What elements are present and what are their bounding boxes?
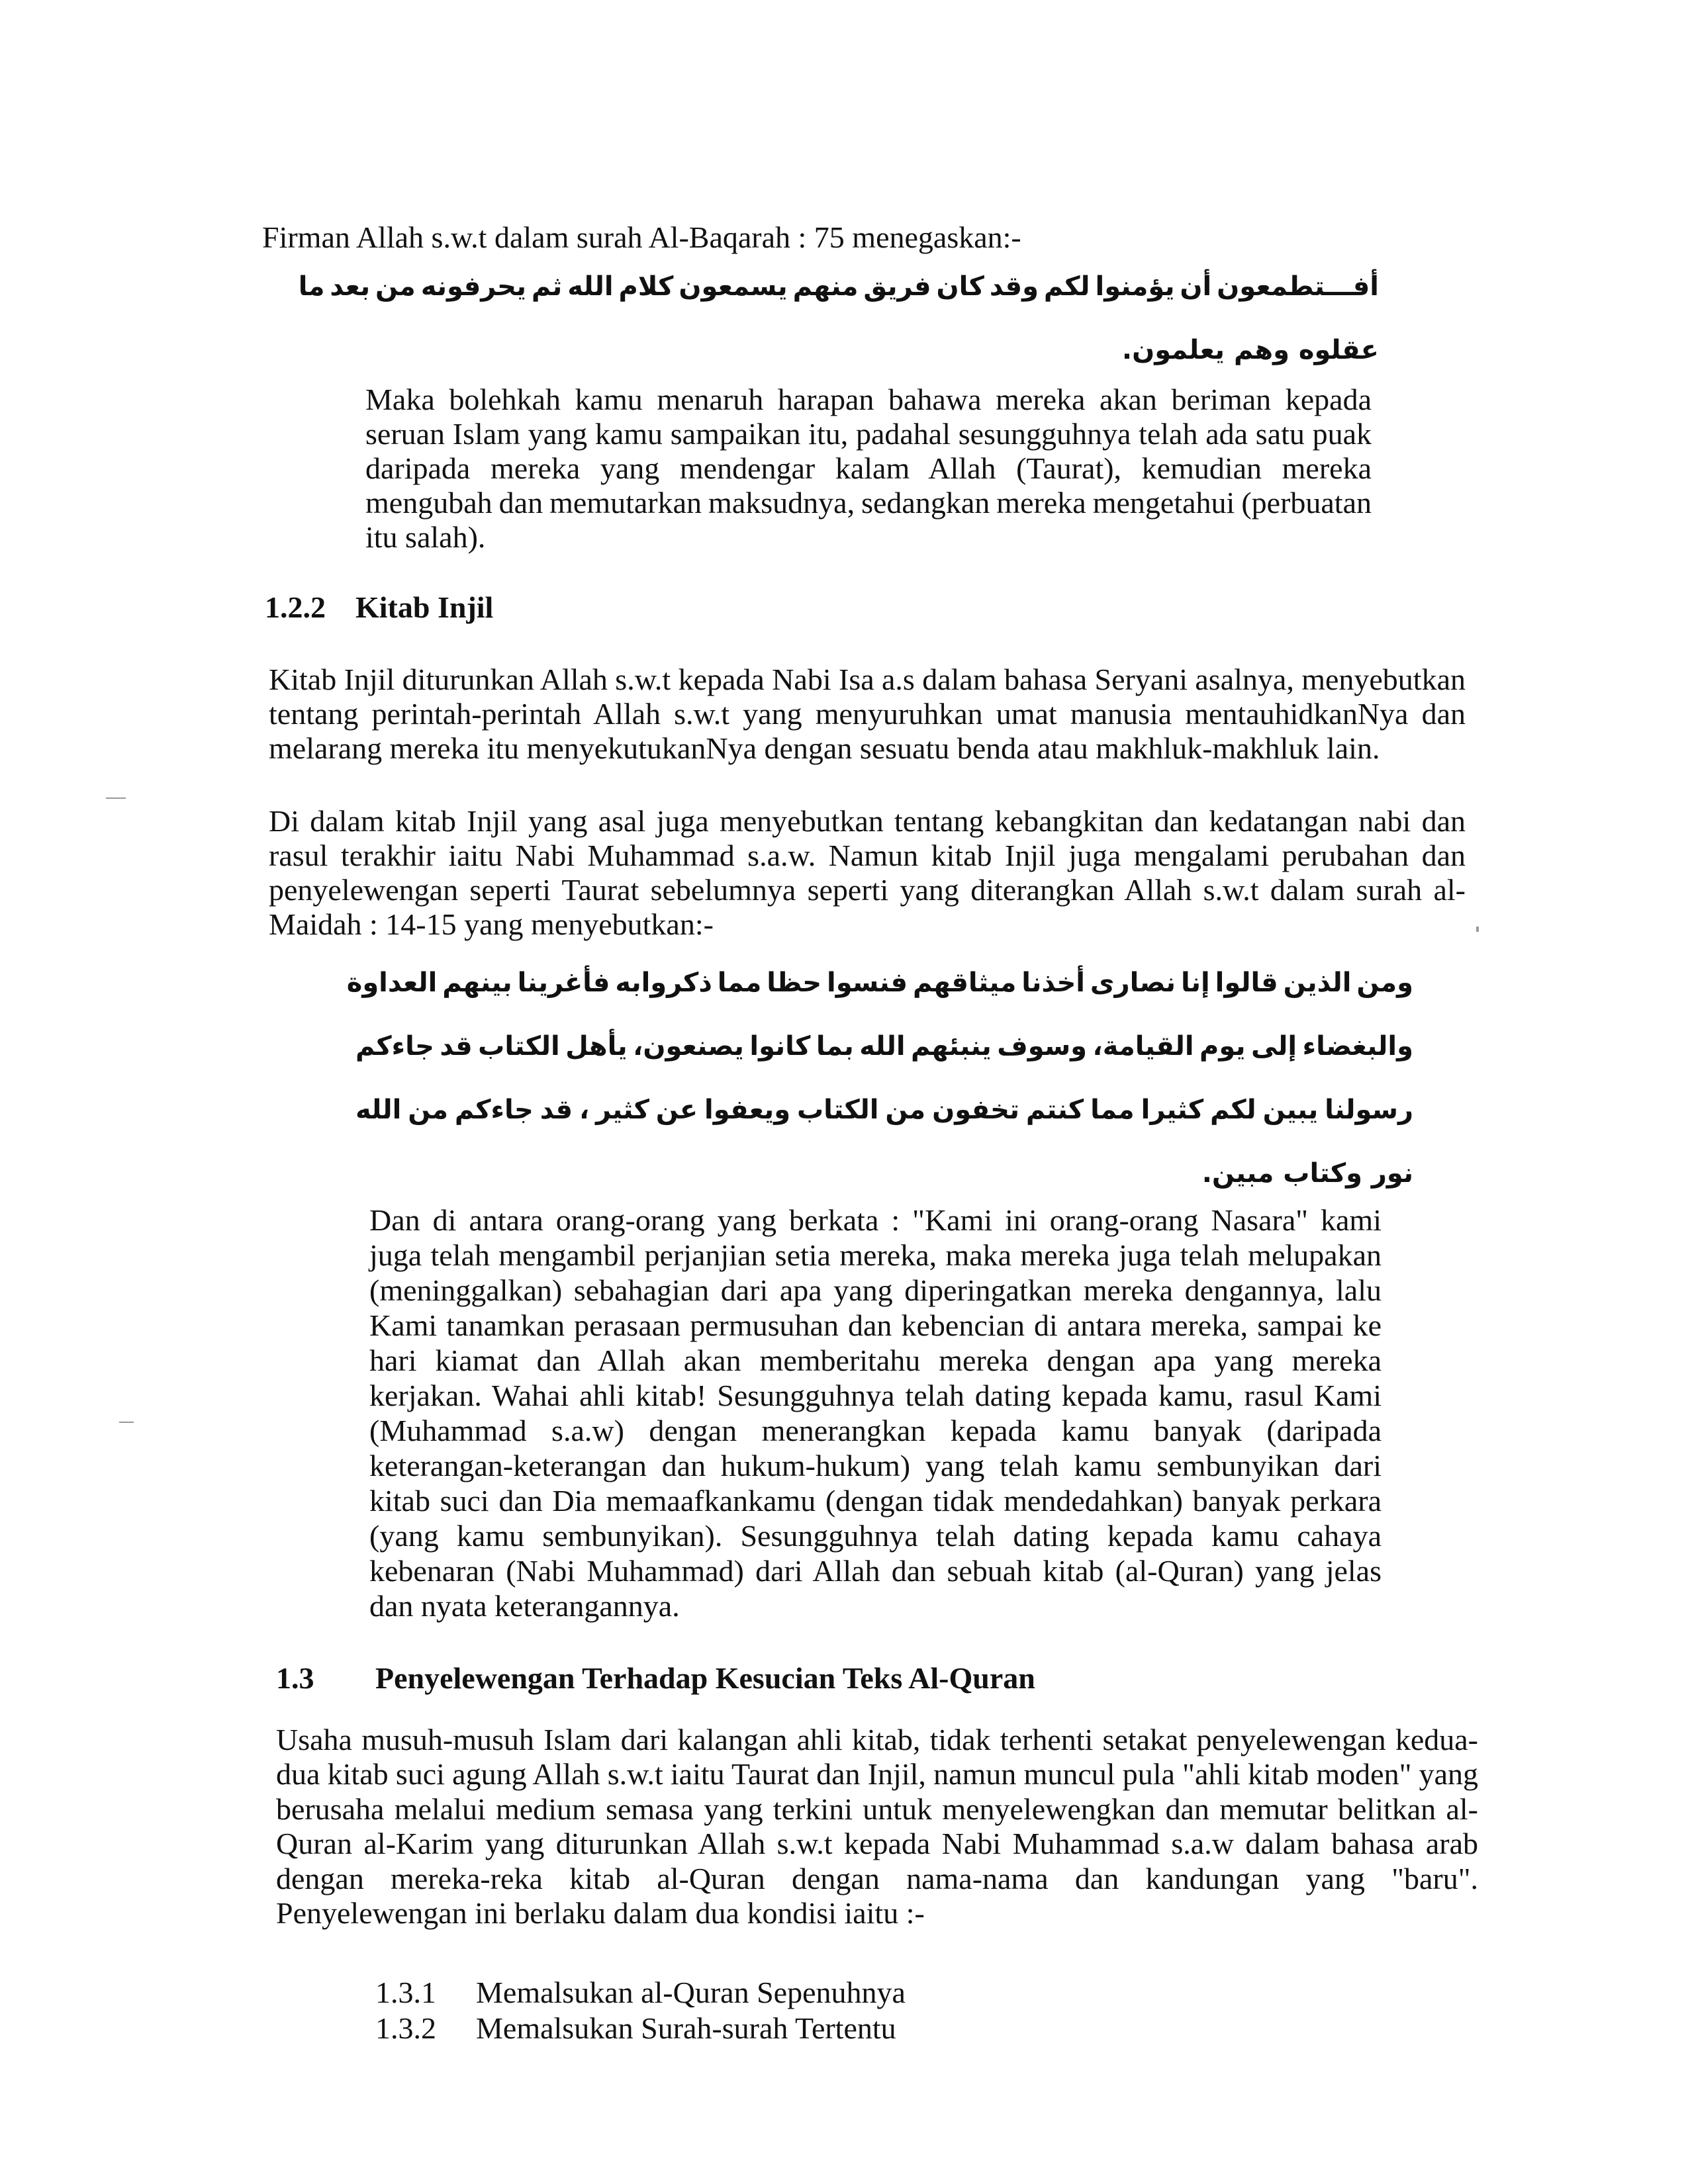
text-line-row xyxy=(269,839,1466,873)
text-line-row xyxy=(365,520,1372,555)
scan-mark xyxy=(119,1422,134,1423)
text-line: (Muhammad s.a.w) dengan menerangkan kepada kamu banyak (daripada xyxy=(369,1414,1382,1447)
text-line-row xyxy=(369,1553,1382,1588)
text-line-row xyxy=(346,951,1413,1015)
text-line-row xyxy=(369,1413,1382,1448)
text-line-row xyxy=(358,318,1379,382)
section-number-1-3: 1.3 xyxy=(276,1661,314,1695)
paragraph-injil-1 xyxy=(269,662,1466,766)
text-line-row xyxy=(369,1588,1382,1623)
text-line-row xyxy=(369,1448,1382,1483)
text-line: juga telah mengambil perjanjian setia mereka, maka mereka juga telah melupakan xyxy=(369,1238,1382,1272)
text-line-row xyxy=(269,662,1466,697)
subsection-number: 1.3.1 xyxy=(375,1976,436,2009)
text-line: Kami tanamkan perasaan permusuhan dan kebencian di antara mereka, sampai ke xyxy=(369,1308,1382,1342)
text-line: Dan di antara orang-orang yang berkata : "Kami ini orang-orang Nasara" kami xyxy=(369,1203,1382,1237)
text-line: dengan mereka-reka kitab al-Quran dengan nama-nama dan kandungan yang "baru". xyxy=(276,1861,1478,1895)
text-line: (yang kamu sembunyikan). Sesungguhnya telah dating kepada kamu cahaya xyxy=(369,1519,1382,1553)
text-line: melarang mereka itu menyekutukanNya dengan sesuatu benda atau makhluk-makhluk lain. xyxy=(269,731,1380,765)
text-line-row xyxy=(276,1827,1478,1861)
text-line-row xyxy=(269,804,1466,839)
text-line: Maidah : 14-15 yang menyebutkan:- xyxy=(269,907,714,941)
text-line-row xyxy=(269,907,1466,942)
paragraph-injil-2 xyxy=(269,804,1466,942)
section-title-kitab-injil: Kitab Injil xyxy=(355,590,494,624)
text-line-row xyxy=(276,1757,1478,1792)
text-line: Quran al-Karim yang diturunkan Allah s.w.t kepada Nabi Muhammad s.a.w dalam bahasa arab xyxy=(276,1827,1478,1861)
text-line: penyelewengan seperti Taurat sebelumnya seperti yang diterangkan Allah s.w.t dalam surah al- xyxy=(269,873,1466,907)
text-line: kebenaran (Nabi Muhammad) dari Allah dan sebuah kitab (al-Quran) yang jelas xyxy=(369,1554,1382,1588)
text-line: rasul terakhir iaitu Nabi Muhammad s.a.w. Namun kitab Injil juga mengalami perubahan dan xyxy=(269,839,1466,872)
text-line: أفـــتطمعون أن يؤمنوا لكم وقد كان فريق منهم يسمعون كلام الله ثم يحرفونه من بعد ما xyxy=(298,271,1379,302)
text-line: seruan Islam yang kamu sampaikan itu, padahal sesungguhnya telah ada satu puak xyxy=(365,417,1372,451)
text-line-row xyxy=(365,383,1372,417)
text-line-row xyxy=(276,1723,1478,1757)
text-line: (meninggalkan) sebahagian dari apa yang diperingatkan mereka dengannya, lalu xyxy=(369,1273,1382,1307)
text-line: Usaha musuh-musuh Islam dari kalangan ahli kitab, tidak terhenti setakat penyelewengan kedua- xyxy=(276,1723,1478,1756)
scan-mark xyxy=(106,797,126,799)
text-line: dan nyata keterangannya. xyxy=(369,1589,680,1623)
text-line: dua kitab suci agung Allah s.w.t iaitu Taurat dan Injil, namun muncul pula "ahli kitab moden" yang xyxy=(276,1757,1478,1792)
text-line-row xyxy=(369,1518,1382,1553)
text-line: Penyelewengan ini berlaku dalam dua kondisi iaitu :- xyxy=(276,1896,925,1931)
text-line: tentang perintah-perintah Allah s.w.t yang menyuruhkan umat manusia mentauhidkanNya dan xyxy=(269,697,1466,731)
text-line-row xyxy=(269,873,1466,907)
arabic-verse-baqarah xyxy=(298,255,1379,382)
text-line: Di dalam kitab Injil yang asal juga menyebutkan tentang kebangkitan dan kedatangan nabi dan xyxy=(269,804,1466,838)
text-line-row xyxy=(365,486,1372,520)
translation-maidah xyxy=(369,1203,1382,1623)
text-line: kitab suci dan Dia memaafkankamu (dengan tidak mendedahkan) banyak perkara xyxy=(369,1484,1382,1518)
paragraph-penyelewengan xyxy=(276,1723,1478,1931)
text-line-row xyxy=(276,1792,1478,1827)
text-line-row xyxy=(369,1378,1382,1413)
text-line: daripada mereka yang mendengar kalam Allah (Taurat), kemudian mereka xyxy=(365,451,1372,485)
text-line: Kitab Injil diturunkan Allah s.w.t kepada Nabi Isa a.s dalam bahasa Seryani asalnya, menyebutkan xyxy=(269,662,1466,696)
text-line: kerjakan. Wahai ahli kitab! Sesungguhnya telah dating kepada kamu, rasul Kami xyxy=(369,1379,1382,1412)
text-line-row xyxy=(369,1483,1382,1518)
intro-line: Firman Allah s.w.t dalam surah Al-Baqarah : 75 menegaskan:- xyxy=(262,220,1021,254)
text-line: Maka bolehkah kamu menaruh harapan bahawa mereka akan beriman kepada xyxy=(365,383,1372,416)
text-line: itu salah). xyxy=(365,520,486,554)
section-number-1-2-2: 1.2.2 xyxy=(265,590,326,624)
section-title-penyelewengan: Penyelewengan Terhadap Kesucian Teks Al-Quran xyxy=(375,1661,1035,1695)
text-line: نور وكتاب مبين. xyxy=(1201,1158,1413,1189)
text-line-row xyxy=(269,731,1466,766)
text-line: hari kiamat dan Allah akan memberitahu mereka dengan apa yang mereka xyxy=(369,1343,1382,1377)
arabic-verse-maidah xyxy=(346,951,1413,1205)
text-line-row xyxy=(355,1015,1413,1078)
text-line: berusaha melalui medium semasa yang terkini untuk menyelewengkan dan memutar belitkan al- xyxy=(276,1792,1478,1826)
scan-mark xyxy=(1476,927,1479,932)
text-line-row xyxy=(365,451,1372,486)
text-line-row xyxy=(298,255,1379,318)
text-line: رسولنا يبين لكم كثيرا مما كنتم تخفون من الكتاب ويعفوا عن كثير ، قد جاءكم من الله xyxy=(355,1095,1413,1125)
subsection-number: 1.3.2 xyxy=(375,2011,436,2045)
text-line-row xyxy=(369,1203,1382,1238)
text-line-row xyxy=(355,1078,1413,1142)
text-line-row xyxy=(369,1238,1382,1273)
text-line: mengubah dan memutarkan maksudnya, sedangkan mereka mengetahui (perbuatan xyxy=(365,486,1372,520)
text-line-row xyxy=(365,417,1372,451)
text-line-row xyxy=(355,1142,1413,1205)
text-line-row xyxy=(276,1862,1478,1896)
text-line-row xyxy=(369,1308,1382,1343)
text-line: والبغضاء إلى يوم القيامة، وسوف ينبئهم الله بما كانوا يصنعون، يأهل الكتاب قد جاءكم xyxy=(355,1031,1413,1062)
subsection-title: Memalsukan al-Quran Sepenuhnya xyxy=(476,1976,906,2009)
text-line-row xyxy=(276,1896,1478,1931)
text-line: ومن الذين قالوا إنا نصارى أخذنا ميثاقهم فنسوا حظا مما ذكروابه فأغرينا بينهم العداوة xyxy=(346,968,1413,998)
text-line: عقلوه وهم يعلمون. xyxy=(1121,335,1379,365)
translation-baqarah xyxy=(365,383,1372,555)
subsection-title: Memalsukan Surah-surah Tertentu xyxy=(476,2011,896,2045)
text-line-row xyxy=(369,1343,1382,1378)
text-line: keterangan-keterangan dan hukum-hukum) yang telah kamu sembunyikan dari xyxy=(369,1449,1382,1482)
text-line-row xyxy=(369,1273,1382,1308)
text-line-row xyxy=(269,697,1466,731)
